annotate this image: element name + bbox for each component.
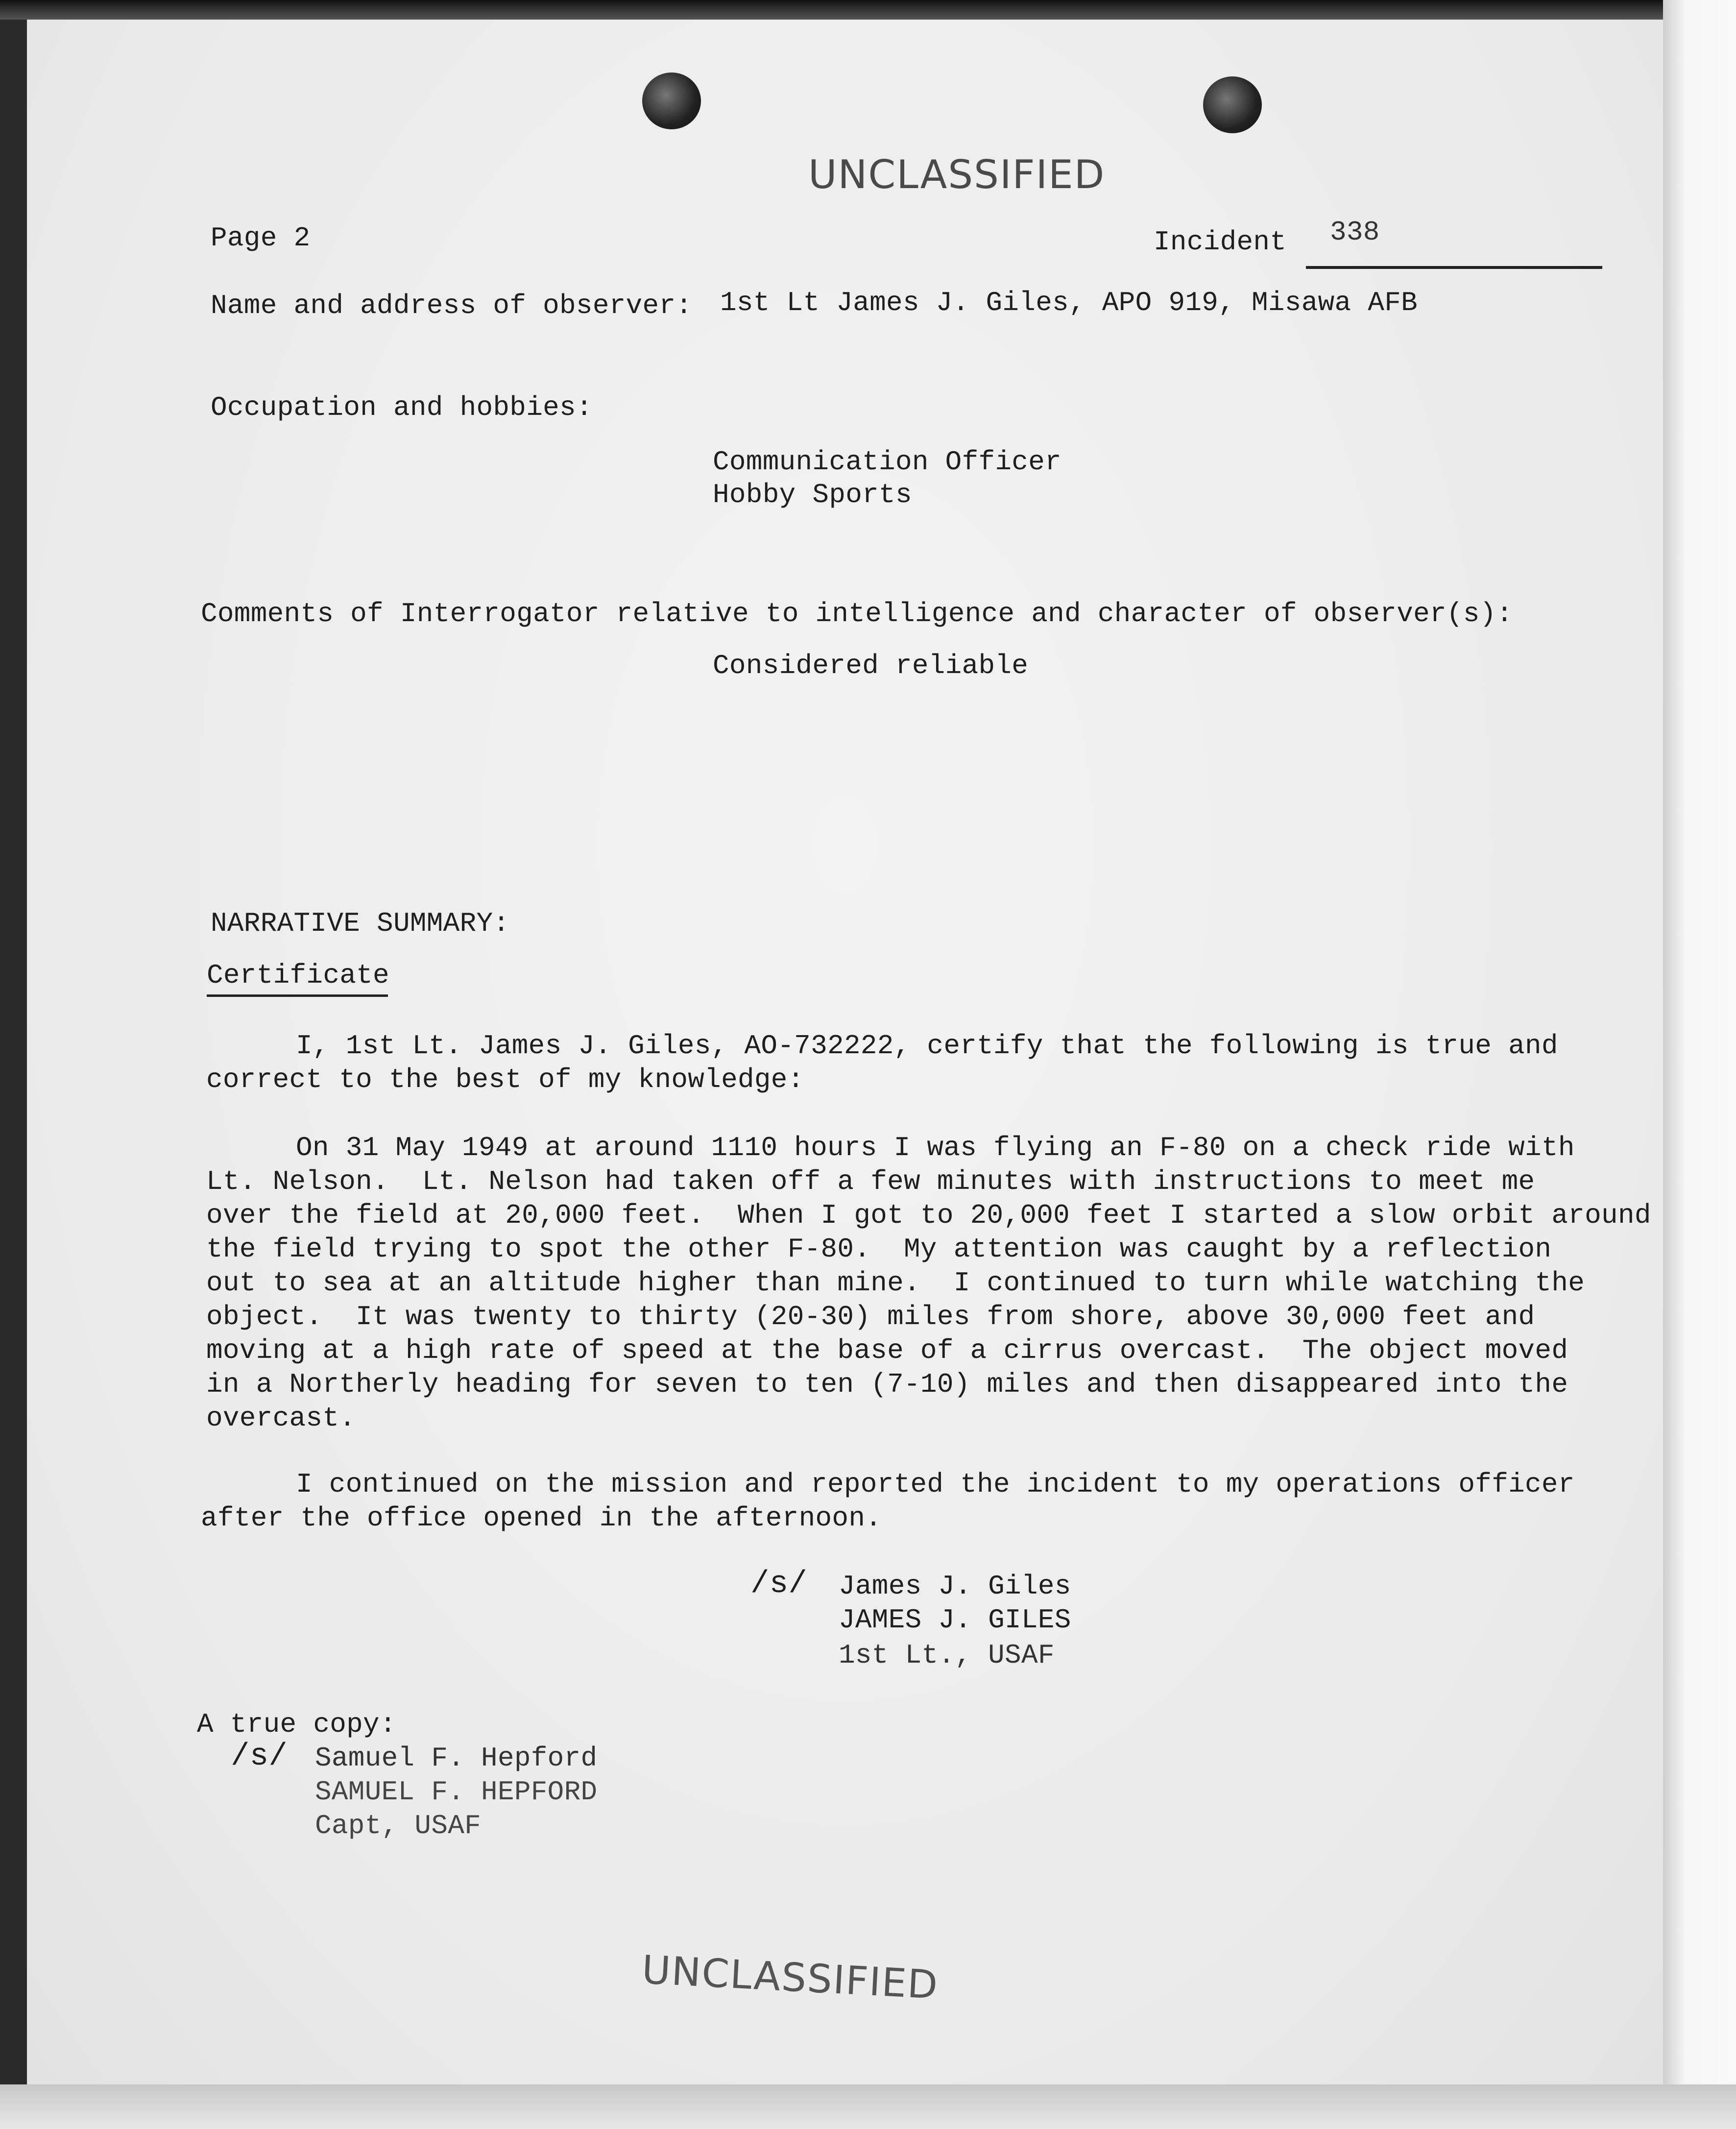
paragraph-line: the field trying to spot the other F-80. My attention was caught by a reflection [206, 1234, 1552, 1265]
comments-label: Comments of Interrogator relative to intelligence and character of observer(s): [201, 598, 1513, 629]
hobby-value: Hobby Sports [713, 479, 912, 510]
comments-value: Considered reliable [713, 650, 1029, 681]
paragraph-line: out to sea at an altitude higher than mine. I continued to turn while watching the [206, 1267, 1585, 1299]
paragraph-line: overcast. [206, 1403, 356, 1434]
incident-number: 338 [1330, 217, 1380, 248]
signature-mark: /s/ [750, 1567, 808, 1602]
incident-underline [1306, 266, 1602, 269]
classification-stamp-top: UNCLASSIFIED [808, 152, 1106, 197]
punch-hole-icon [642, 73, 701, 129]
observer-name-value: 1st Lt James J. Giles, APO 919, Misawa AFB [720, 287, 1418, 318]
incident-label: Incident [1154, 226, 1287, 258]
scan-top-border [0, 0, 1736, 20]
certificate-heading: Certificate [207, 960, 389, 991]
true-copy-label: A true copy: [197, 1709, 396, 1740]
paragraph-line: On 31 May 1949 at around 1110 hours I was flying an F-80 on a check ride with [296, 1132, 1575, 1163]
scan-bottom-margin [0, 2084, 1736, 2129]
paragraph-line: moving at a high rate of speed at the base of a cirrus overcast. The object moved [206, 1335, 1568, 1366]
scan-right-margin [1663, 0, 1736, 2129]
occupation-value: Communication Officer [713, 446, 1062, 478]
true-copy-signature-mark: /s/ [231, 1739, 288, 1774]
paragraph-line: object. It was twenty to thirty (20-30) miles from shore, above 30,000 feet and [206, 1301, 1535, 1332]
occupation-label: Occupation and hobbies: [211, 392, 593, 423]
classification-stamp-bottom: UNCLASSIFIED [640, 1947, 940, 2008]
paragraph-line: over the field at 20,000 feet. When I got to 20,000 feet I started a slow orbit around [206, 1200, 1651, 1231]
document-page [27, 20, 1663, 2084]
paragraph-line: Lt. Nelson. Lt. Nelson had taken off a few minutes with instructions to meet me [206, 1166, 1535, 1197]
signature-line: 1st Lt., USAF [839, 1640, 1055, 1671]
signature-line: James J. Giles [839, 1571, 1071, 1602]
observer-name-label: Name and address of observer: [211, 290, 693, 321]
page-number: Page 2 [211, 222, 311, 254]
paragraph-line: in a Northerly heading for seven to ten (7-10) miles and then disappeared into the [206, 1369, 1568, 1400]
punch-hole-icon [1203, 76, 1262, 133]
paragraph-line: I continued on the mission and reported the incident to my operations officer [296, 1469, 1575, 1500]
signature-line: JAMES J. GILES [839, 1604, 1071, 1636]
true-copy-line: Samuel F. Hepford [315, 1742, 598, 1774]
certificate-underline [207, 994, 388, 997]
paragraph-line: after the office opened in the afternoon. [201, 1502, 882, 1534]
true-copy-line: Capt, USAF [315, 1810, 482, 1841]
cert-line: I, 1st Lt. James J. Giles, AO-732222, certify that the following is true and [296, 1030, 1558, 1062]
cert-line: correct to the best of my knowledge: [206, 1064, 804, 1095]
true-copy-line: SAMUEL F. HEPFORD [315, 1776, 598, 1808]
narrative-heading: NARRATIVE SUMMARY: [211, 908, 510, 939]
